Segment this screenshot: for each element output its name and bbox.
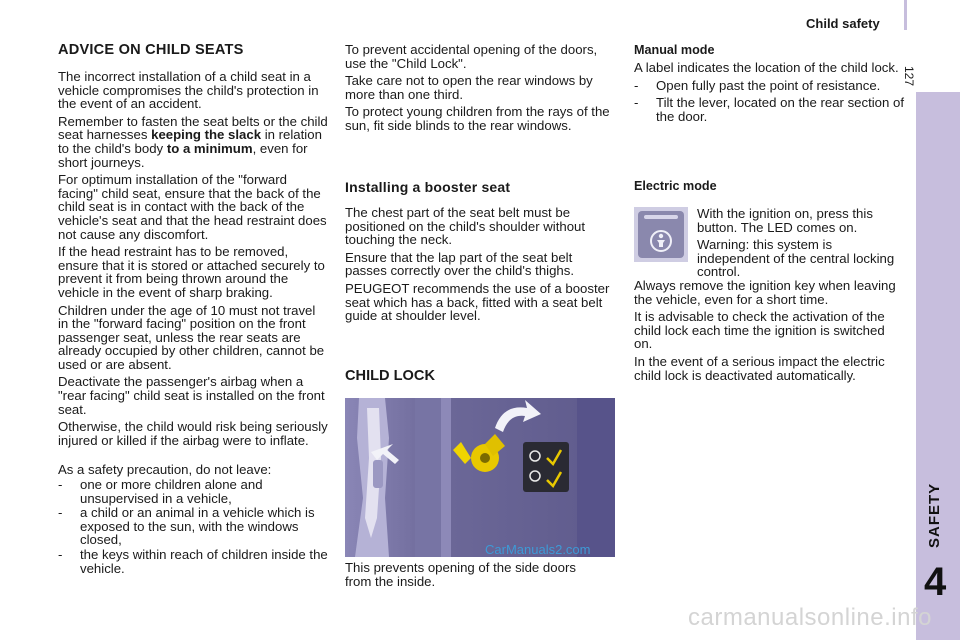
list-item: - one or more children alone and unsupervised in a vehicle,	[58, 477, 263, 506]
manual-mode-heading: Manual mode	[634, 43, 715, 57]
safety-list	[58, 478, 328, 575]
paragraph: With the ignition on, press this button. The LED comes on.	[697, 206, 873, 235]
paragraph: Take care not to open the rear windows by more than one third.	[345, 73, 593, 102]
paragraph: As a safety precaution, do not leave:	[58, 462, 272, 478]
column-2-booster	[345, 179, 615, 327]
paragraph-seat-belts: Remember to fasten the seat belts or the child seat harnesses keeping the slack in relation to the child's body to a minimum, even for short journeys.	[58, 113, 328, 170]
door-illustration	[345, 398, 615, 557]
list-item: - Open fully past the point of resistance.	[634, 77, 881, 93]
paragraph: For optimum installation of the "forward facing" child seat, ensure that the back of the child seat is in contact with the back of the vehicle's seat and that the head restraint does not cause any discomfort.	[58, 172, 327, 242]
chapter-label: SAFETY	[926, 482, 943, 548]
photo-caption: This prevents opening of the side doors from the inside.	[345, 560, 576, 589]
list-item: - Tilt the lever, located on the rear section of the door.	[634, 95, 905, 124]
child-lock-heading: CHILD LOCK	[345, 368, 435, 384]
column-1	[58, 42, 328, 576]
paragraph: The chest part of the seat belt must be positioned on the child's shoulder without touching the neck.	[345, 205, 586, 248]
paragraph: It is advisable to check the activation of the child lock each time the ignition is switched on.	[634, 309, 885, 352]
column-3-bottom	[634, 279, 906, 386]
paragraph: Children under the age of 10 must not travel in the "forward facing" position on the front passenger seat, unless the rear seats are already occupied by other children, cannot be used or are absent.	[58, 302, 325, 372]
child-lock-button-icon	[634, 207, 688, 262]
paragraph: Deactivate the passenger's airbag when a "rear facing" child seat is installed on the front seat.	[58, 374, 325, 417]
paragraph: If the head restraint has to be removed, ensure that it is stored or attached securely to prevent it from being thrown around the vehicle in the event of sharp braking.	[58, 244, 325, 300]
column-3	[634, 43, 904, 124]
chapter-sidebar	[916, 92, 960, 640]
electric-mode-text	[697, 207, 905, 283]
paragraph: PEUGEOT recommends the use of a booster seat which has a back, fitted with a seat belt guide at shoulder level.	[345, 280, 610, 324]
child-lock-symbol-icon	[634, 207, 688, 262]
child-lock-photo	[345, 398, 615, 557]
paragraph: In the event of a serious impact the electric child lock is deactivated automatically.	[634, 353, 885, 383]
page-number: 127	[902, 66, 916, 87]
footer-watermark: carmanualsonline.info	[688, 604, 932, 631]
paragraph: A label indicates the location of the child lock.	[634, 60, 899, 75]
header-tab-marker	[904, 0, 907, 30]
booster-heading: Installing a booster seat	[345, 179, 511, 195]
electric-mode-heading: Electric mode	[634, 179, 717, 193]
chapter-number: 4	[924, 560, 947, 604]
photo-watermark: CarManuals2.com	[485, 542, 591, 557]
paragraph: Always remove the ignition key when leaving the vehicle, even for a short time.	[634, 278, 896, 307]
section-title: Child safety	[806, 16, 880, 31]
advice-heading: ADVICE ON CHILD SEATS	[58, 42, 244, 58]
paragraph: To prevent accidental opening of the doors, use the "Child Lock".	[345, 42, 598, 71]
paragraph: The incorrect installation of a child seat in a vehicle compromises the child's protection in the event of an accident.	[58, 69, 319, 112]
paragraph: To protect young children from the rays of the sun, fit side blinds to the rear windows.	[345, 104, 610, 133]
list-item: - the keys within reach of children inside the vehicle.	[58, 547, 328, 576]
paragraph: Ensure that the lap part of the seat belt passes correctly over the child's thighs.	[345, 249, 575, 279]
paragraph: Warning: this system is independent of the central locking control.	[697, 237, 895, 280]
paragraph: Otherwise, the child would risk being seriously injured or killed if the airbag were to inflate.	[58, 419, 328, 448]
manual-mode-list	[634, 79, 904, 124]
column-2	[345, 43, 615, 137]
list-item: - a child or an animal in a vehicle which is exposed to the sun, with the windows closed,	[58, 505, 315, 548]
